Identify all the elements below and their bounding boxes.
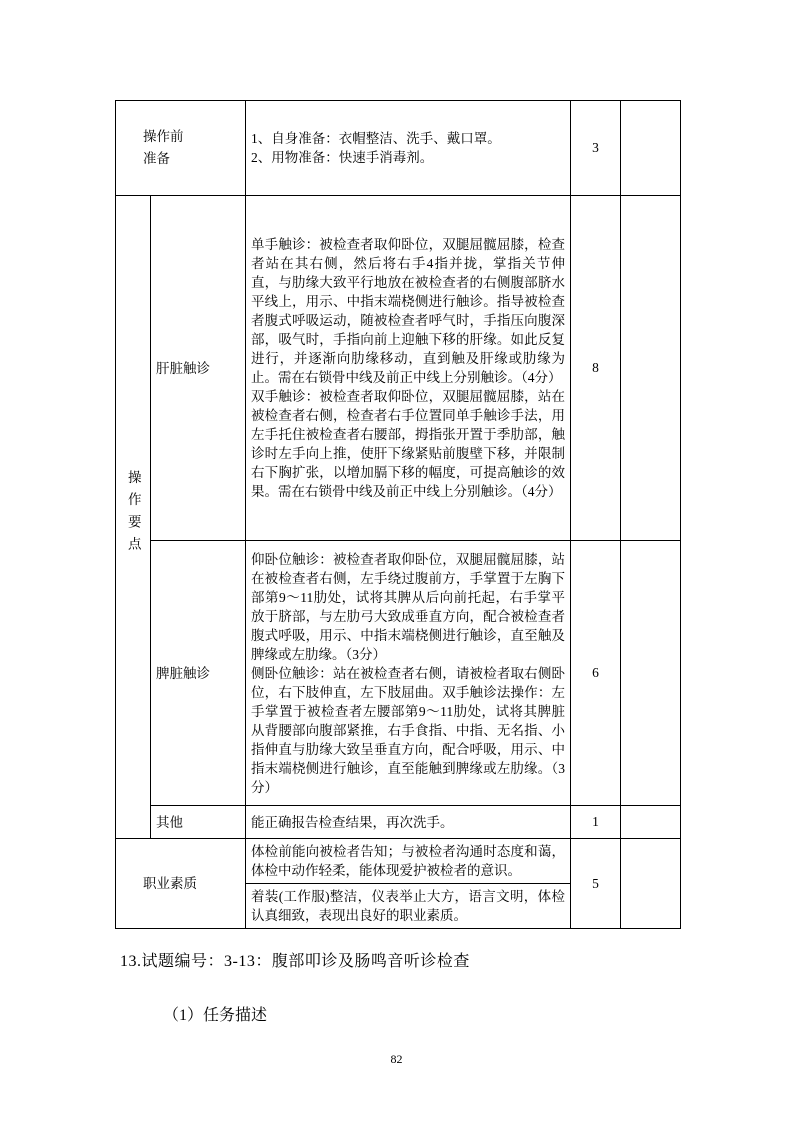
prep-score: 3 <box>571 101 621 196</box>
professional-content-cell-1 <box>246 839 571 884</box>
spleen-paragraph-1: 仰卧位触诊：被检查者取仰卧位，双腿屈髋屈膝，站在被检查者右侧，左手绕过腹前方，手掌置于左胸下部第9～11肋处，试将其脾从后向前托起，右手掌平放于脐部，与左肋弓大致成垂直方向，配合被检查者腹式呼吸，用示、中指末端桡侧进行触诊，直至触及脾缘或左肋缘。（3分） <box>251 551 565 662</box>
professional-item-1: 体检前能向被检者告知；与被检者沟通时态度和蔼，体检中动作轻柔，能体现爱护被检者的意识。 <box>251 844 565 878</box>
prep-line-2: 2、用物准备：快速手消毒剂。 <box>251 150 434 165</box>
spleen-paragraph-2: 侧卧位触诊：站在被检查者右侧，请被检者取右侧卧位，右下肢伸直，左下肢屈曲。双手触诊法操作：左手掌置于被检查者左腰部第9～11肋处，试将其脾脏从背腰部向腹部紧推，右手食指、中指、无名指、小指伸直与肋缘大致呈垂直方向，配合呼吸，用示、中指末端桡侧进行触诊，直至能触到脾缘或左肋缘。（3分） <box>251 665 565 795</box>
liver-paragraph-2: 双手触诊：被检查者取仰卧位，双腿屈髋屈膝，站在被检查者右侧，检查者右手位置同单手触诊手法，用左手托住被检查者右腰部，拇指张开置于季肋部，触诊时左手向上推，使肝下缘紧贴前腹壁下移，并限制右下胸扩张，以增加膈下移的幅度，可提高触诊的效果。需在右锁骨中线及前正中线上分别触诊。（4分） <box>251 389 565 499</box>
other-score: 1 <box>571 806 621 839</box>
professional-item-2: 着装(工作服)整洁，仪表举止大方，语言文明，体检认真细致，表现出良好的职业素质。 <box>251 889 565 923</box>
spleen-content-cell <box>246 541 571 806</box>
professional-row-1 <box>116 839 681 884</box>
liver-empty-cell <box>621 196 681 541</box>
score-table <box>115 100 681 929</box>
prep-empty-cell <box>621 101 681 196</box>
liver-paragraph-1: 单手触诊：被检查者取仰卧位，双腿屈髋屈膝，检查者站在其右侧，然后将右手4指并拢，掌指关节伸直，与肋缘大致平行地放在被检查者的右侧腹部脐水平线上，用示、中指末端桡侧进行触诊。指导被检查者腹式呼吸运动，随被检查者呼气时，手指压向腹深部，吸气时，手指向前上迎触下移的肝缘。如此反复进行，并逐渐向肋缘移动，直到触及肝缘或肋缘为止。需在右锁骨中线及前正中线上分别触诊。（4分） <box>251 237 565 385</box>
liver-score: 8 <box>571 196 621 541</box>
other-content: 能正确报告检查结果，再次洗手。 <box>251 814 454 830</box>
prep-label: 操作前 准备 <box>116 101 246 196</box>
spleen-row <box>116 541 681 806</box>
liver-row <box>116 196 681 541</box>
other-content-cell <box>246 806 571 839</box>
spleen-label: 脾脏触诊 <box>151 541 246 806</box>
page-number: 82 <box>390 1052 403 1066</box>
professional-content-cell-2 <box>246 884 571 929</box>
liver-content-cell <box>246 196 571 541</box>
prep-content-cell <box>246 101 571 196</box>
keypoints-group-cell <box>116 196 151 839</box>
other-empty-cell <box>621 806 681 839</box>
spleen-empty-cell <box>621 541 681 806</box>
professional-label: 职业素质 <box>116 839 246 929</box>
keypoints-group-label: 操作要点 <box>125 470 141 560</box>
other-label: 其他 <box>151 806 246 839</box>
prep-row <box>116 101 681 196</box>
spleen-score: 6 <box>571 541 621 806</box>
prep-line-1: 1、自身准备：衣帽整洁、洗手、戴口罩。 <box>251 131 501 146</box>
task-description-label: （1）任务描述 <box>163 1007 268 1024</box>
professional-empty-cell <box>621 839 681 929</box>
liver-label: 肝脏触诊 <box>151 196 246 541</box>
professional-score: 5 <box>571 839 621 929</box>
other-row <box>116 806 681 839</box>
question-title: 13.试题编号：3-13：腹部叩诊及肠鸣音听诊检查 <box>120 953 470 970</box>
